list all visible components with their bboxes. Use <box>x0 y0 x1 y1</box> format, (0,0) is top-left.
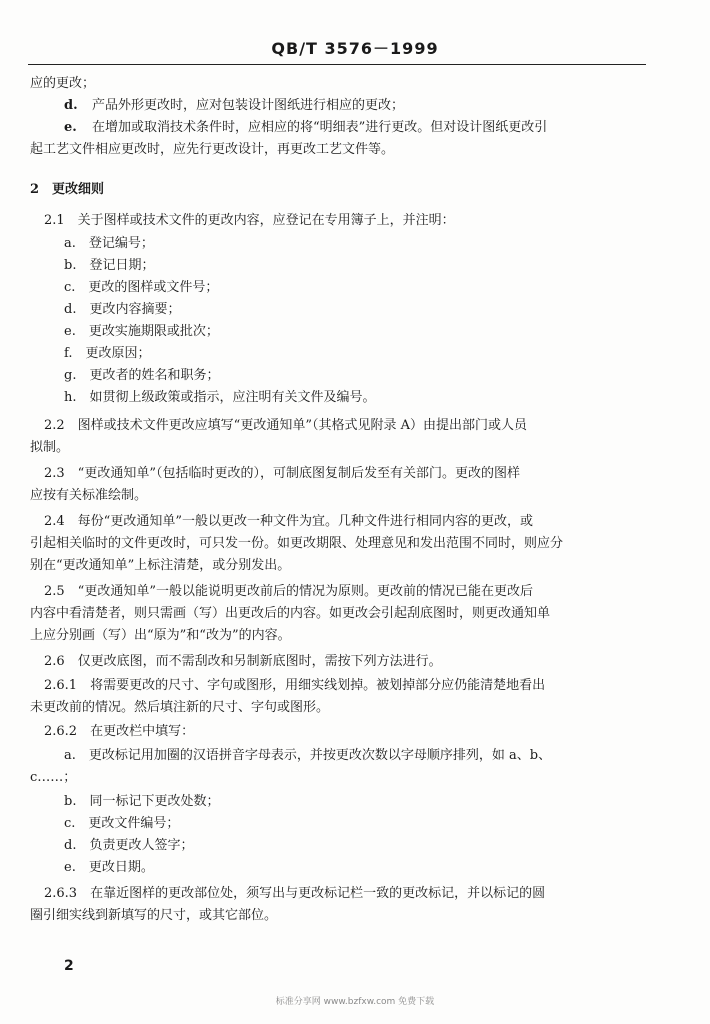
list-item: a. 登记编号； <box>64 236 154 251</box>
clause-line: 2.4 每份“更改通知单”一般以更改一种文件为宜。几种文件进行相同内容的更改，或 <box>44 514 533 529</box>
list-item-d: d. 产品外形更改时，应对包装设计图纸进行相应的更改； <box>64 98 405 113</box>
footer-watermark: 标准分享网 www.bzfxw.com 免费下载 <box>275 997 435 1007</box>
list-item: g. 更改者的姓名和职务； <box>64 368 220 383</box>
clause-line: 内容中看清楚者，则只需画（写）出更改后的内容。如更改会引起刮底图时，则更改通知单 <box>30 606 551 621</box>
list-item: c. 更改的图样或文件号； <box>64 280 219 295</box>
clause-line: 未更改前的情况。然后填注新的尺寸、字句或图形。 <box>30 700 330 715</box>
list-item: b. 同一标记下更改处数； <box>64 794 220 809</box>
clause-line: 圈引细实线到新填写的尺寸，或其它部位。 <box>30 908 278 923</box>
list-item-e: e. 在增加或取消技术条件时，应相应的将“明细表”进行更改。但对设计图纸更改引 <box>64 120 548 135</box>
para-line: 应的更改； <box>30 76 96 91</box>
list-item: b. 登记日期； <box>64 258 155 273</box>
clause-line: 2.6 仅更改底图，而不需刮改和另制新底图时，需按下列方法进行。 <box>44 654 442 669</box>
list-item: h. 如贯彻上级政策或指示，应注明有关文件及编号。 <box>64 390 376 405</box>
clause-line: 拟制。 <box>30 440 70 455</box>
clause-line: 2.1 关于图样或技术文件的更改内容，应登记在专用簿子上，并注明： <box>44 213 455 228</box>
page-number: 2 <box>64 958 74 974</box>
list-item: a. 更改标记用加圈的汉语拼音字母表示，并按更改次数以字母顺序排列，如 a、b、 <box>64 748 552 763</box>
clause-line: 别在“更改通知单”上标注清楚，或分别发出。 <box>30 558 291 573</box>
clause-line: 2.2 图样或技术文件更改应填写“更改通知单”（其格式见附录 A）由提出部门或人员 <box>44 418 527 433</box>
list-item: e. 更改实施期限或批次； <box>64 324 219 339</box>
header-rule <box>28 64 646 65</box>
clause-line: 2.6.2 在更改栏中填写： <box>44 724 195 739</box>
clause-line: 2.5 “更改通知单”一般以能说明更改前后的情况为原则。更改前的情况已能在更改后 <box>44 584 533 599</box>
clause-line: 应按有关标准绘制。 <box>30 488 148 503</box>
para-line: 起工艺文件相应更改时，应先行更改设计，再更改工艺文件等。 <box>30 142 395 157</box>
list-item: f. 更改原因； <box>64 346 151 361</box>
document-header: QB/T 3576－1999 <box>271 39 439 58</box>
clause-line: 2.6.3 在靠近图样的更改部位处，须写出与更改标记栏一致的更改标记，并以标记的圆 <box>44 886 546 901</box>
list-item: d. 负责更改人签字； <box>64 838 194 853</box>
clause-line: 引起相关临时的文件更改时，可只发一份。如更改期限、处理意见和发出范围不同时，则应分 <box>30 536 564 551</box>
clause-line: 上应分别画（写）出“原为”和“改为”的内容。 <box>30 628 291 643</box>
clause-line: 2.6.1 将需要更改的尺寸、字句或图形，用细实线划掉。被划掉部分应仍能清楚地看出 <box>44 678 546 693</box>
list-item: c……； <box>30 770 77 785</box>
list-item: c. 更改文件编号； <box>64 816 180 831</box>
list-item: e. 更改日期。 <box>64 860 154 875</box>
section-2-title: 2 更改细则 <box>30 182 105 197</box>
clause-line: 2.3 “更改通知单”（包括临时更改的），可制底图复制后发至有关部门。更改的图样 <box>44 466 520 481</box>
list-item: d. 更改内容摘要； <box>64 302 181 317</box>
